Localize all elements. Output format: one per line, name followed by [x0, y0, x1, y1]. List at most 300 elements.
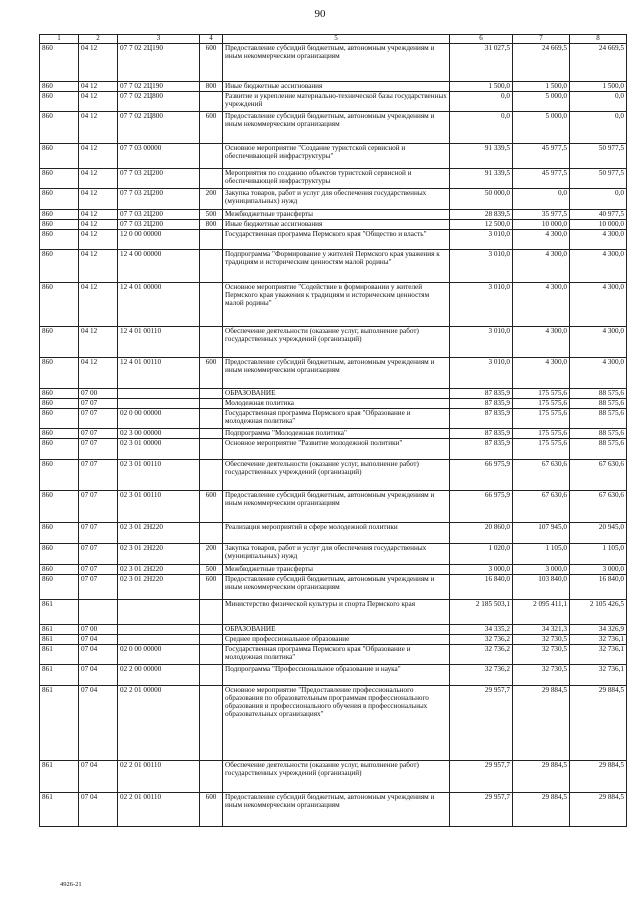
amount-col7-cell: 10 000,0	[513, 220, 570, 230]
section-code-cell: 07 04	[79, 761, 118, 793]
amount-col7-cell: 1 500,0	[513, 82, 570, 92]
amount-col8-cell: 24 669,5	[570, 44, 627, 82]
expense-type-cell	[200, 600, 223, 625]
target-article-cell: 02 0 00 00000	[118, 409, 200, 429]
expense-type-cell	[200, 645, 223, 665]
target-article-cell: 02 3 01 2Н220	[118, 523, 200, 544]
section-code-cell: 07 04	[79, 665, 118, 686]
expense-type-cell: 600	[200, 575, 223, 600]
amount-col7-cell: 32 730,5	[513, 645, 570, 665]
grbs-code-cell: 860	[40, 409, 79, 429]
amount-col6-cell: 87 835,9	[450, 389, 513, 399]
amount-col7-cell: 0,0	[513, 189, 570, 210]
section-code-cell: 07 07	[79, 491, 118, 523]
table-row	[40, 761, 627, 793]
section-code-cell: 07 04	[79, 645, 118, 665]
table-header-row	[40, 35, 627, 44]
target-article-cell: 02 2 01 00110	[118, 761, 200, 793]
section-code-cell: 07 07	[79, 575, 118, 600]
grbs-code-cell: 860	[40, 327, 79, 358]
description-cell: Развитие и укрепление материально-технической базы государственных учреждений	[223, 92, 450, 112]
grbs-code-cell: 860	[40, 491, 79, 523]
target-article-cell: 12 4 00 00000	[118, 250, 200, 283]
amount-col7-cell: 45 977,5	[513, 144, 570, 169]
target-article-cell: 07 7 03 00000	[118, 144, 200, 169]
description-cell: Государственная программа Пермского края "Общество и власть"	[223, 230, 450, 250]
expense-type-cell: 600	[200, 44, 223, 82]
table-row	[40, 665, 627, 686]
grbs-code-cell: 860	[40, 575, 79, 600]
target-article-cell: 02 3 01 00110	[118, 491, 200, 523]
amount-col8-cell: 32 736,1	[570, 665, 627, 686]
expense-type-cell: 200	[200, 189, 223, 210]
amount-col6-cell: 31 027,5	[450, 44, 513, 82]
amount-col7-cell: 32 730,5	[513, 635, 570, 645]
description-cell: Основное мероприятие "Создание туристской сервисной и обеспечивающей инфраструктуры"	[223, 144, 450, 169]
table-body	[40, 44, 627, 827]
table-row	[40, 460, 627, 491]
grbs-code-cell: 860	[40, 250, 79, 283]
description-cell: Обеспечение деятельности (оказание услуг, выполнение работ) государственных учреждений (организаций)	[223, 327, 450, 358]
description-cell: Предоставление субсидий бюджетным, автономным учреждениям и иным некоммерческим организациям	[223, 112, 450, 144]
target-article-cell: 02 3 01 2Н220	[118, 544, 200, 565]
expense-type-cell: 800	[200, 220, 223, 230]
amount-col7-cell: 29 884,5	[513, 793, 570, 827]
amount-col7-cell: 67 630,6	[513, 460, 570, 491]
amount-col7-cell: 45 977,5	[513, 169, 570, 189]
amount-col7-cell: 32 730,5	[513, 665, 570, 686]
expense-type-cell	[200, 327, 223, 358]
description-cell: Основное мероприятие "Предоставление профессионального образования по образовательным программам профессионального образования и профессионального обучения в профессиональных образовательных организациях"	[223, 686, 450, 761]
target-article-cell: 07 7 02 2Ц800	[118, 92, 200, 112]
target-article-cell: 12 4 01 00110	[118, 327, 200, 358]
grbs-code-cell: 860	[40, 439, 79, 460]
amount-col8-cell: 1 105,0	[570, 544, 627, 565]
footer-code: 4926-21	[60, 881, 82, 888]
description-cell: Подпрограмма "Молодежная политика"	[223, 429, 450, 439]
amount-col8-cell: 88 575,6	[570, 439, 627, 460]
amount-col6-cell: 3 010,0	[450, 250, 513, 283]
section-code-cell: 07 07	[79, 565, 118, 575]
grbs-code-cell: 860	[40, 399, 79, 409]
table-row	[40, 169, 627, 189]
grbs-code-cell: 861	[40, 635, 79, 645]
grbs-code-cell: 861	[40, 761, 79, 793]
table-row	[40, 625, 627, 635]
amount-col8-cell: 3 000,0	[570, 565, 627, 575]
amount-col7-cell: 5 000,0	[513, 92, 570, 112]
amount-col6-cell: 50 000,0	[450, 189, 513, 210]
amount-col7-cell: 4 300,0	[513, 283, 570, 327]
table-row	[40, 112, 627, 144]
amount-col8-cell: 20 945,0	[570, 523, 627, 544]
column-header: 2	[79, 35, 118, 44]
section-code-cell: 07 00	[79, 389, 118, 399]
grbs-code-cell: 860	[40, 389, 79, 399]
amount-col6-cell: 3 010,0	[450, 283, 513, 327]
target-article-cell: 07 7 03 2Ц200	[118, 189, 200, 210]
section-code-cell: 04 12	[79, 230, 118, 250]
amount-col7-cell: 5 000,0	[513, 112, 570, 144]
grbs-code-cell: 860	[40, 112, 79, 144]
page-number: 90	[314, 8, 326, 20]
description-cell: Государственная программа Пермского края "Образование и молодежная политика"	[223, 409, 450, 429]
amount-col7-cell: 175 575,6	[513, 389, 570, 399]
amount-col6-cell: 29 957,7	[450, 686, 513, 761]
expense-type-cell	[200, 399, 223, 409]
grbs-code-cell: 861	[40, 645, 79, 665]
table-row	[40, 635, 627, 645]
column-header: 7	[513, 35, 570, 44]
description-cell: ОБРАЗОВАНИЕ	[223, 625, 450, 635]
expense-type-cell	[200, 439, 223, 460]
section-code-cell: 07 04	[79, 635, 118, 645]
target-article-cell	[118, 635, 200, 645]
amount-col6-cell: 16 840,0	[450, 575, 513, 600]
section-code-cell: 07 07	[79, 409, 118, 429]
table-row	[40, 793, 627, 827]
amount-col7-cell: 29 884,5	[513, 761, 570, 793]
target-article-cell: 07 7 03 2Ц200	[118, 220, 200, 230]
amount-col8-cell: 88 575,6	[570, 389, 627, 399]
amount-col7-cell: 175 575,6	[513, 439, 570, 460]
target-article-cell: 02 3 01 00110	[118, 460, 200, 491]
table-row	[40, 491, 627, 523]
amount-col6-cell: 3 010,0	[450, 327, 513, 358]
amount-col6-cell: 0,0	[450, 112, 513, 144]
table-row	[40, 600, 627, 625]
table-row	[40, 358, 627, 389]
target-article-cell: 12 0 00 00000	[118, 230, 200, 250]
description-cell: Предоставление субсидий бюджетным, автономным учреждениям и иным некоммерческим организациям	[223, 358, 450, 389]
target-article-cell: 02 3 00 00000	[118, 429, 200, 439]
table-row	[40, 389, 627, 399]
amount-col6-cell: 87 835,9	[450, 399, 513, 409]
amount-col6-cell: 87 835,9	[450, 409, 513, 429]
section-code-cell: 04 12	[79, 92, 118, 112]
section-code-cell: 04 12	[79, 250, 118, 283]
section-code-cell: 07 07	[79, 544, 118, 565]
grbs-code-cell: 860	[40, 230, 79, 250]
target-article-cell: 07 7 03 2Ц200	[118, 210, 200, 220]
table-row	[40, 44, 627, 82]
amount-col8-cell: 0,0	[570, 92, 627, 112]
column-header: 5	[223, 35, 450, 44]
section-code-cell: 07 04	[79, 793, 118, 827]
amount-col6-cell: 3 000,0	[450, 565, 513, 575]
amount-col7-cell: 175 575,6	[513, 429, 570, 439]
grbs-code-cell: 860	[40, 82, 79, 92]
target-article-cell: 02 3 01 00000	[118, 439, 200, 460]
amount-col6-cell: 32 736,2	[450, 645, 513, 665]
amount-col7-cell: 4 300,0	[513, 327, 570, 358]
amount-col6-cell: 29 957,7	[450, 761, 513, 793]
amount-col8-cell: 32 736,1	[570, 635, 627, 645]
target-article-cell: 12 4 01 00110	[118, 358, 200, 389]
grbs-code-cell: 860	[40, 544, 79, 565]
target-article-cell: 02 3 01 2Н220	[118, 575, 200, 600]
amount-col8-cell: 4 300,0	[570, 327, 627, 358]
description-cell: Предоставление субсидий бюджетным, автономным учреждениям и иным некоммерческим организациям	[223, 44, 450, 82]
table-row	[40, 220, 627, 230]
description-cell: Основное мероприятие "Развитие молодежной политики"	[223, 439, 450, 460]
grbs-code-cell: 860	[40, 283, 79, 327]
amount-col7-cell: 107 945,0	[513, 523, 570, 544]
amount-col6-cell: 0,0	[450, 92, 513, 112]
amount-col8-cell: 16 840,0	[570, 575, 627, 600]
target-article-cell: 07 7 02 2Ц800	[118, 112, 200, 144]
target-article-cell: 07 7 03 2Ц200	[118, 169, 200, 189]
grbs-code-cell: 860	[40, 144, 79, 169]
amount-col7-cell: 67 630,6	[513, 491, 570, 523]
grbs-code-cell: 860	[40, 358, 79, 389]
grbs-code-cell: 860	[40, 565, 79, 575]
table-row	[40, 189, 627, 210]
description-cell: Обеспечение деятельности (оказание услуг, выполнение работ) государственных учреждений (организаций)	[223, 761, 450, 793]
amount-col6-cell: 66 975,9	[450, 460, 513, 491]
amount-col8-cell: 88 575,6	[570, 429, 627, 439]
amount-col8-cell: 0,0	[570, 189, 627, 210]
amount-col8-cell: 4 300,0	[570, 358, 627, 389]
grbs-code-cell: 860	[40, 92, 79, 112]
grbs-code-cell: 860	[40, 460, 79, 491]
amount-col7-cell: 103 840,0	[513, 575, 570, 600]
amount-col8-cell: 34 326,9	[570, 625, 627, 635]
amount-col6-cell: 2 185 503,1	[450, 600, 513, 625]
amount-col8-cell: 32 736,1	[570, 645, 627, 665]
amount-col8-cell: 50 977,5	[570, 169, 627, 189]
target-article-cell: 02 3 01 2Н220	[118, 565, 200, 575]
amount-col8-cell: 4 300,0	[570, 283, 627, 327]
description-cell: Министерство физической культуры и спорта Пермского края	[223, 600, 450, 625]
table-row	[40, 399, 627, 409]
grbs-code-cell: 860	[40, 210, 79, 220]
column-header: 6	[450, 35, 513, 44]
amount-col8-cell: 67 630,6	[570, 491, 627, 523]
table-row	[40, 230, 627, 250]
amount-col8-cell: 88 575,6	[570, 399, 627, 409]
table-row	[40, 409, 627, 429]
expense-type-cell	[200, 686, 223, 761]
grbs-code-cell: 860	[40, 523, 79, 544]
amount-col6-cell: 87 835,9	[450, 429, 513, 439]
expense-type-cell	[200, 665, 223, 686]
table-row	[40, 283, 627, 327]
description-cell: Подпрограмма "Профессиональное образование и наука"	[223, 665, 450, 686]
amount-col6-cell: 32 736,2	[450, 665, 513, 686]
section-code-cell: 04 12	[79, 112, 118, 144]
description-cell: Закупка товаров, работ и услуг для обеспечения государственных (муниципальных) нужд	[223, 189, 450, 210]
description-cell: Мероприятия по созданию объектов туристской сервисной и обеспечивающей инфраструктуры	[223, 169, 450, 189]
target-article-cell: 02 2 01 00000	[118, 686, 200, 761]
section-code-cell: 04 12	[79, 82, 118, 92]
description-cell: Государственная программа Пермского края "Образование и молодежная политика"	[223, 645, 450, 665]
amount-col8-cell: 2 105 426,5	[570, 600, 627, 625]
expense-type-cell	[200, 389, 223, 399]
table-row	[40, 523, 627, 544]
amount-col6-cell: 32 736,2	[450, 635, 513, 645]
description-cell: Иные бюджетные ассигнования	[223, 82, 450, 92]
amount-col7-cell: 4 300,0	[513, 358, 570, 389]
amount-col7-cell: 3 000,0	[513, 565, 570, 575]
expense-type-cell	[200, 523, 223, 544]
table-row	[40, 250, 627, 283]
expense-type-cell: 600	[200, 112, 223, 144]
expense-type-cell	[200, 761, 223, 793]
section-code-cell: 04 12	[79, 144, 118, 169]
description-cell: Предоставление субсидий бюджетным, автономным учреждениям и иным некоммерческим организациям	[223, 491, 450, 523]
column-header: 4	[200, 35, 223, 44]
amount-col8-cell: 0,0	[570, 112, 627, 144]
grbs-code-cell: 860	[40, 169, 79, 189]
grbs-code-cell: 861	[40, 686, 79, 761]
amount-col8-cell: 67 630,6	[570, 460, 627, 491]
table-row	[40, 327, 627, 358]
description-cell: Межбюджетные трансферты	[223, 210, 450, 220]
section-code-cell: 07 07	[79, 399, 118, 409]
amount-col8-cell: 29 884,5	[570, 793, 627, 827]
amount-col6-cell: 87 835,9	[450, 439, 513, 460]
section-code-cell: 07 07	[79, 523, 118, 544]
expense-type-cell	[200, 92, 223, 112]
description-cell: Предоставление субсидий бюджетным, автономным учреждениям и иным некоммерческим организациям	[223, 793, 450, 827]
description-cell: ОБРАЗОВАНИЕ	[223, 389, 450, 399]
amount-col8-cell: 1 500,0	[570, 82, 627, 92]
amount-col7-cell: 175 575,6	[513, 409, 570, 429]
section-code-cell: 04 12	[79, 210, 118, 220]
grbs-code-cell: 860	[40, 429, 79, 439]
amount-col8-cell: 10 000,0	[570, 220, 627, 230]
expense-type-cell	[200, 169, 223, 189]
expense-type-cell	[200, 283, 223, 327]
section-code-cell: 07 07	[79, 439, 118, 460]
description-cell: Межбюджетные трансферты	[223, 565, 450, 575]
table-row	[40, 686, 627, 761]
expense-type-cell: 500	[200, 210, 223, 220]
target-article-cell: 12 4 01 00000	[118, 283, 200, 327]
description-cell: Основное мероприятие "Содействие в формировании у жителей Пермского края уважения к традициям и историческим ценностям малой родины"	[223, 283, 450, 327]
expense-type-cell	[200, 460, 223, 491]
description-cell: Обеспечение деятельности (оказание услуг, выполнение работ) государственных учреждений (организаций)	[223, 460, 450, 491]
amount-col6-cell: 1 500,0	[450, 82, 513, 92]
target-article-cell: 07 7 02 2Ц190	[118, 44, 200, 82]
amount-col8-cell: 29 884,5	[570, 686, 627, 761]
section-code-cell: 04 12	[79, 283, 118, 327]
section-code-cell: 04 12	[79, 169, 118, 189]
description-cell: Предоставление субсидий бюджетным, автономным учреждениям и иным некоммерческим организациям	[223, 575, 450, 600]
section-code-cell: 04 12	[79, 44, 118, 82]
grbs-code-cell: 861	[40, 793, 79, 827]
section-code-cell: 04 12	[79, 358, 118, 389]
section-code-cell: 07 07	[79, 429, 118, 439]
expense-type-cell: 200	[200, 544, 223, 565]
description-cell: Иные бюджетные ассигнования	[223, 220, 450, 230]
target-article-cell	[118, 600, 200, 625]
grbs-code-cell: 860	[40, 44, 79, 82]
expense-type-cell	[200, 635, 223, 645]
expense-type-cell	[200, 409, 223, 429]
amount-col7-cell: 35 977,5	[513, 210, 570, 220]
amount-col7-cell: 2 095 411,1	[513, 600, 570, 625]
section-code-cell: 07 00	[79, 625, 118, 635]
table-row	[40, 210, 627, 220]
expense-type-cell: 600	[200, 358, 223, 389]
table-row	[40, 429, 627, 439]
description-cell: Молодежная политика	[223, 399, 450, 409]
amount-col8-cell: 4 300,0	[570, 230, 627, 250]
expense-type-cell: 600	[200, 491, 223, 523]
table-row	[40, 92, 627, 112]
amount-col6-cell: 1 020,0	[450, 544, 513, 565]
target-article-cell	[118, 389, 200, 399]
grbs-code-cell: 861	[40, 600, 79, 625]
amount-col7-cell: 29 884,5	[513, 686, 570, 761]
amount-col8-cell: 4 300,0	[570, 250, 627, 283]
amount-col6-cell: 28 839,5	[450, 210, 513, 220]
grbs-code-cell: 861	[40, 625, 79, 635]
section-code-cell: 07 07	[79, 460, 118, 491]
amount-col7-cell: 34 321,3	[513, 625, 570, 635]
table-row	[40, 82, 627, 92]
amount-col8-cell: 29 884,5	[570, 761, 627, 793]
budget-table	[39, 34, 627, 827]
table-row	[40, 544, 627, 565]
description-cell: Среднее профессиональное образование	[223, 635, 450, 645]
expense-type-cell	[200, 625, 223, 635]
grbs-code-cell: 860	[40, 189, 79, 210]
column-header: 1	[40, 35, 79, 44]
expense-type-cell: 800	[200, 82, 223, 92]
table-row	[40, 439, 627, 460]
section-code-cell: 07 04	[79, 686, 118, 761]
description-cell: Подпрограмма "Формирование у жителей Пермского края уважения к традициям и историческим ценностям малой родины"	[223, 250, 450, 283]
amount-col7-cell: 175 575,6	[513, 399, 570, 409]
target-article-cell: 02 2 01 00110	[118, 793, 200, 827]
amount-col6-cell: 3 010,0	[450, 230, 513, 250]
expense-type-cell: 600	[200, 793, 223, 827]
column-header: 8	[570, 35, 627, 44]
amount-col8-cell: 40 977,5	[570, 210, 627, 220]
target-article-cell: 02 2 00 00000	[118, 665, 200, 686]
section-code-cell: 04 12	[79, 220, 118, 230]
amount-col7-cell: 4 300,0	[513, 230, 570, 250]
amount-col6-cell: 91 339,5	[450, 144, 513, 169]
amount-col7-cell: 24 669,5	[513, 44, 570, 82]
section-code-cell	[79, 600, 118, 625]
amount-col7-cell: 4 300,0	[513, 250, 570, 283]
grbs-code-cell: 860	[40, 220, 79, 230]
target-article-cell: 02 0 00 00000	[118, 645, 200, 665]
table-row	[40, 645, 627, 665]
amount-col6-cell: 20 860,0	[450, 523, 513, 544]
amount-col6-cell: 34 335,2	[450, 625, 513, 635]
amount-col8-cell: 50 977,5	[570, 144, 627, 169]
target-article-cell	[118, 625, 200, 635]
expense-type-cell	[200, 250, 223, 283]
amount-col6-cell: 66 975,9	[450, 491, 513, 523]
amount-col6-cell: 29 957,7	[450, 793, 513, 827]
target-article-cell	[118, 399, 200, 409]
section-code-cell: 04 12	[79, 327, 118, 358]
expense-type-cell	[200, 230, 223, 250]
amount-col8-cell: 88 575,6	[570, 409, 627, 429]
description-cell: Закупка товаров, работ и услуг для обеспечения государственных (муниципальных) нужд	[223, 544, 450, 565]
table-row	[40, 144, 627, 169]
amount-col6-cell: 91 339,5	[450, 169, 513, 189]
table-row	[40, 575, 627, 600]
amount-col6-cell: 3 010,0	[450, 358, 513, 389]
amount-col7-cell: 1 105,0	[513, 544, 570, 565]
